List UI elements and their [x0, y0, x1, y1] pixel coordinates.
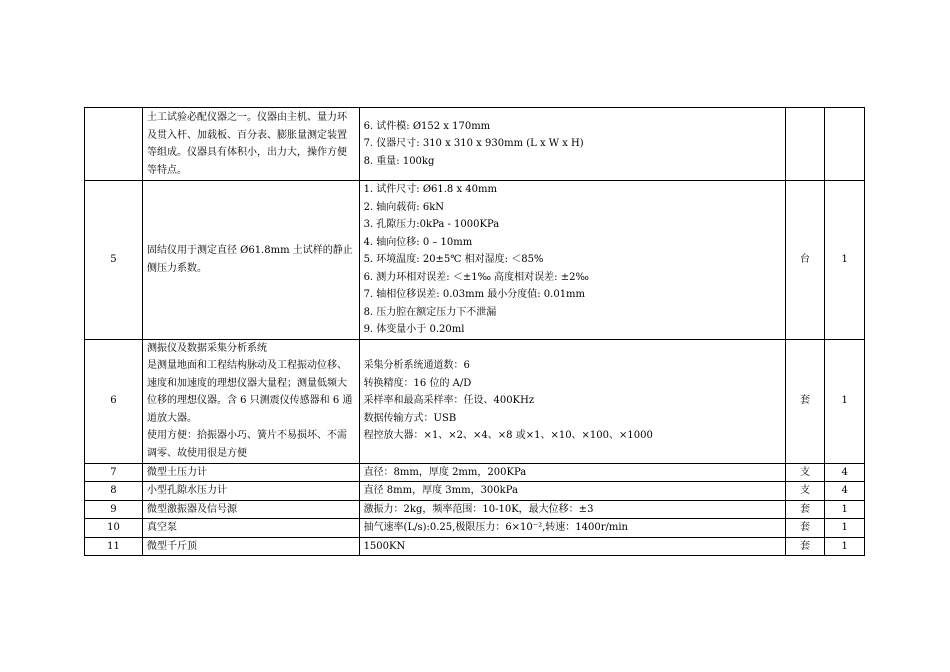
row-specification: [359, 339, 785, 463]
row-number: 9: [85, 500, 143, 519]
spec-line: 7. 仪器尺寸: 310 x 310 x 930mm (L x W x H): [363, 138, 584, 150]
row-quantity: 1: [825, 537, 865, 556]
row-specification: [359, 500, 785, 519]
description-text: 固结仪用于测定直径 Ø61.8mm 土试样的静止侧压力系数。: [146, 245, 353, 274]
row-quantity: 1: [825, 339, 865, 463]
row-number: 6: [85, 339, 143, 463]
table-row: [85, 500, 865, 519]
description-text: 微型千斤顶: [146, 540, 197, 552]
row-number: 10: [85, 519, 143, 538]
row-description: [142, 463, 359, 482]
row-description: [142, 108, 359, 181]
description-title: 测振仪及数据采集分析系统: [146, 342, 267, 354]
row-specification: [359, 482, 785, 501]
spec-line: 数据传输方式：USB: [363, 412, 457, 424]
table-row: [85, 463, 865, 482]
spec-line: 直径 8mm，厚度 3mm，300kPa: [363, 485, 518, 496]
row-specification: [359, 108, 785, 181]
row-specification: [359, 463, 785, 482]
spec-line: 1500KN: [363, 540, 406, 552]
row-unit: 台: [785, 181, 825, 340]
description-text: 真空泵: [146, 522, 177, 533]
description-text: 使用方便：拾振器小巧、簧片不易损坏、不需调零、故使用很是方便: [146, 430, 347, 459]
row-description: [142, 181, 359, 340]
row-quantity: 1: [825, 519, 865, 538]
description-text: 小型孔隙水压力计: [146, 485, 227, 496]
spec-line: 7. 轴相位移误差: 0.03mm 最小分度值: 0.01mm: [363, 289, 586, 300]
spec-line: 2. 轴向载荷: 6kN: [363, 201, 445, 213]
row-description: [142, 519, 359, 538]
row-description: [142, 500, 359, 519]
row-number: 8: [85, 482, 143, 501]
row-number: 7: [85, 463, 143, 482]
row-unit: 支: [785, 482, 825, 501]
spec-line: 3. 孔隙压力:0kPa - 1000KPa: [363, 219, 500, 230]
spec-line: 9. 体变量小于 0.20ml: [363, 324, 465, 335]
spec-line: 6. 试件模: Ø152 x 170mm: [363, 120, 491, 132]
row-quantity: 1: [825, 181, 865, 340]
row-unit: 支: [785, 463, 825, 482]
row-quantity: [825, 108, 865, 181]
spec-line: 程控放大器：×1、×2、×4、×8 或×1、×10、×100、×1000: [363, 430, 653, 442]
spec-line: 采集分析系统通道数：6: [363, 360, 470, 372]
table-row: [85, 537, 865, 556]
row-number: [85, 108, 143, 181]
row-unit: 套: [785, 537, 825, 556]
row-unit: 套: [785, 500, 825, 519]
spec-line: 转换精度：16 位的 A/D: [363, 377, 472, 389]
table-row: [85, 108, 865, 181]
spec-line: 1. 试件尺寸: Ø61.8 x 40mm: [363, 184, 497, 195]
description-text: 微型激振器及信号源: [146, 503, 237, 515]
row-description: [142, 537, 359, 556]
table-body: [85, 108, 865, 556]
row-quantity: 1: [825, 500, 865, 519]
spec-line: 5. 环境温度: 20±5℃ 相对湿度: ＜85%: [363, 254, 544, 265]
spec-line: 采样率和最高采样率：任设、400KHz: [363, 395, 535, 407]
table-row: [85, 339, 865, 463]
spec-line: 6. 测力环相对误差: ＜±1‰ 高度相对误差: ±2‰: [363, 271, 589, 283]
spec-line: 8. 重量: 100kg: [363, 155, 435, 167]
table-row: [85, 482, 865, 501]
spec-line: 抽气速率(L/s):0.25,极限压力：6×10⁻²,转速：1400r/min: [363, 522, 628, 533]
row-unit: [785, 108, 825, 181]
row-specification: [359, 181, 785, 340]
row-quantity: 4: [825, 482, 865, 501]
row-description: [142, 482, 359, 501]
spec-line: 直径：8mm，厚度 2mm，200KPa: [363, 466, 527, 478]
row-number: 5: [85, 181, 143, 340]
row-quantity: 4: [825, 463, 865, 482]
row-unit: 套: [785, 339, 825, 463]
table-row: [85, 519, 865, 538]
row-description: [142, 339, 359, 463]
row-specification: [359, 519, 785, 538]
row-unit: 套: [785, 519, 825, 538]
table-row: [85, 181, 865, 340]
description-text: 微型土压力计: [146, 466, 207, 478]
row-number: 11: [85, 537, 143, 556]
description-text: 是测量地面和工程结构脉动及工程振动位移、速度和加速度的理想仪器大量程；测量低频大位移的理想仪器。含 6 只测震仪传感器和 6 通道放大器。: [146, 360, 353, 424]
spec-line: 4. 轴向位移: 0 – 10mm: [363, 236, 473, 248]
row-specification: [359, 537, 785, 556]
spec-line: 激振力：2kg，频率范围：10-10K，最大位移：±3: [363, 503, 594, 515]
spec-line: 8. 压力腔在额定压力下不泄漏: [363, 306, 497, 318]
equipment-spec-table: [84, 107, 865, 556]
description-text: 土工试验必配仪器之一。仪器由主机、量力环及贯入杆、加载板、百分表、膨胀量测定装置等组成。仪器具有体积小，出力大，操作方便等特点。: [146, 112, 347, 176]
